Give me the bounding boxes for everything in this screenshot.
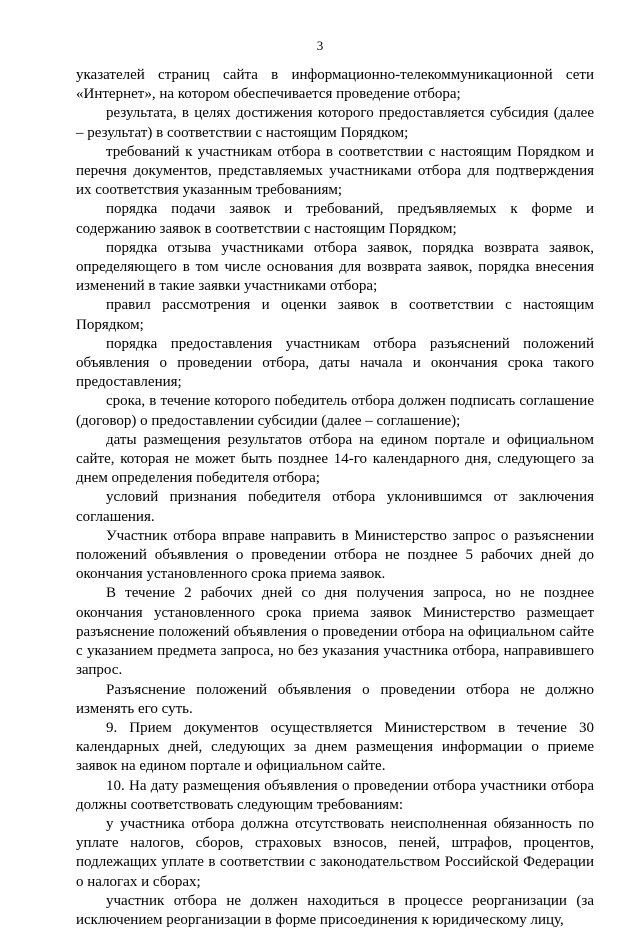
page-number: 3 — [316, 38, 324, 53]
paragraph: требований к участникам отбора в соответствии с настоящим Порядком и перечня документов, представляемых участниками отбора для подтверждения их соответствия указанным требованиям; — [76, 143, 594, 199]
paragraph: срока, в течение которого победитель отбора должен подписать соглашение (договор) о предоставлении субсидии (далее – соглашение); — [76, 393, 594, 429]
paragraph: порядка подачи заявок и требований, предъявляемых к форме и содержанию заявок в соответствии с настоящим Порядком; — [76, 201, 594, 237]
paragraph: Разъяснение положений объявления о проведении отбора не должно изменять его суть. — [76, 681, 594, 717]
paragraph: даты размещения результатов отбора на едином портале и официальном сайте, которая не может быть позднее 14-го календарного дня, следующего за днем определения победителя отбора; — [76, 431, 594, 487]
document-body — [76, 66, 594, 930]
paragraph: Участник отбора вправе направить в Министерство запрос о разъяснении положений объявления о проведении отбора не позднее 5 рабочих дней до окончания установленного срока приема заявок. — [76, 527, 594, 583]
paragraph: 9. Прием документов осуществляется Министерством в течение 30 календарных дней, следующих за днем размещения информации о приеме заявок на едином портале и официальном сайте. — [76, 719, 594, 775]
paragraph: 10. На дату размещения объявления о проведении отбора участники отбора должны соответствовать следующим требованиям: — [76, 777, 594, 813]
paragraph: участник отбора не должен находиться в процессе реорганизации (за исключением реорганизации в форме присоединения к юридическому лицу, — [76, 892, 594, 928]
paragraph: В течение 2 рабочих дней со дня получения запроса, но не позднее окончания установленного срока приема заявок Министерство размещает разъяснение положений объявления о проведении отбора на официальном сайте с указанием предмета запроса, но без указания участника отбора, направившего запрос. — [76, 585, 594, 679]
paragraph: у участника отбора должна отсутствовать неисполненная обязанность по уплате налогов, сборов, страховых взносов, пеней, штрафов, процентов, подлежащих уплате в соответствии с законодательством Российской Федерации о налогах и сборах; — [76, 815, 594, 890]
paragraph: условий признания победителя отбора уклонившимся от заключения соглашения. — [76, 489, 594, 525]
paragraph: правил рассмотрения и оценки заявок в соответствии с настоящим Порядком; — [76, 297, 594, 333]
paragraph: результата, в целях достижения которого предоставляется субсидия (далее – результат) в соответствии с настоящим Порядком; — [76, 105, 594, 141]
paragraph: порядка отзыва участниками отбора заявок, порядка возврата заявок, определяющего в том числе основания для возврата заявок, порядка внесения изменений в такие заявки участниками отбора; — [76, 239, 594, 295]
paragraph: указателей страниц сайта в информационно-телекоммуникационной сети «Интернет», на котором обеспечивается проведение отбора; — [76, 67, 594, 103]
paragraph: порядка предоставления участникам отбора разъяснений положений объявления о проведении отбора, даты начала и окончания срока такого предоставления; — [76, 335, 594, 391]
